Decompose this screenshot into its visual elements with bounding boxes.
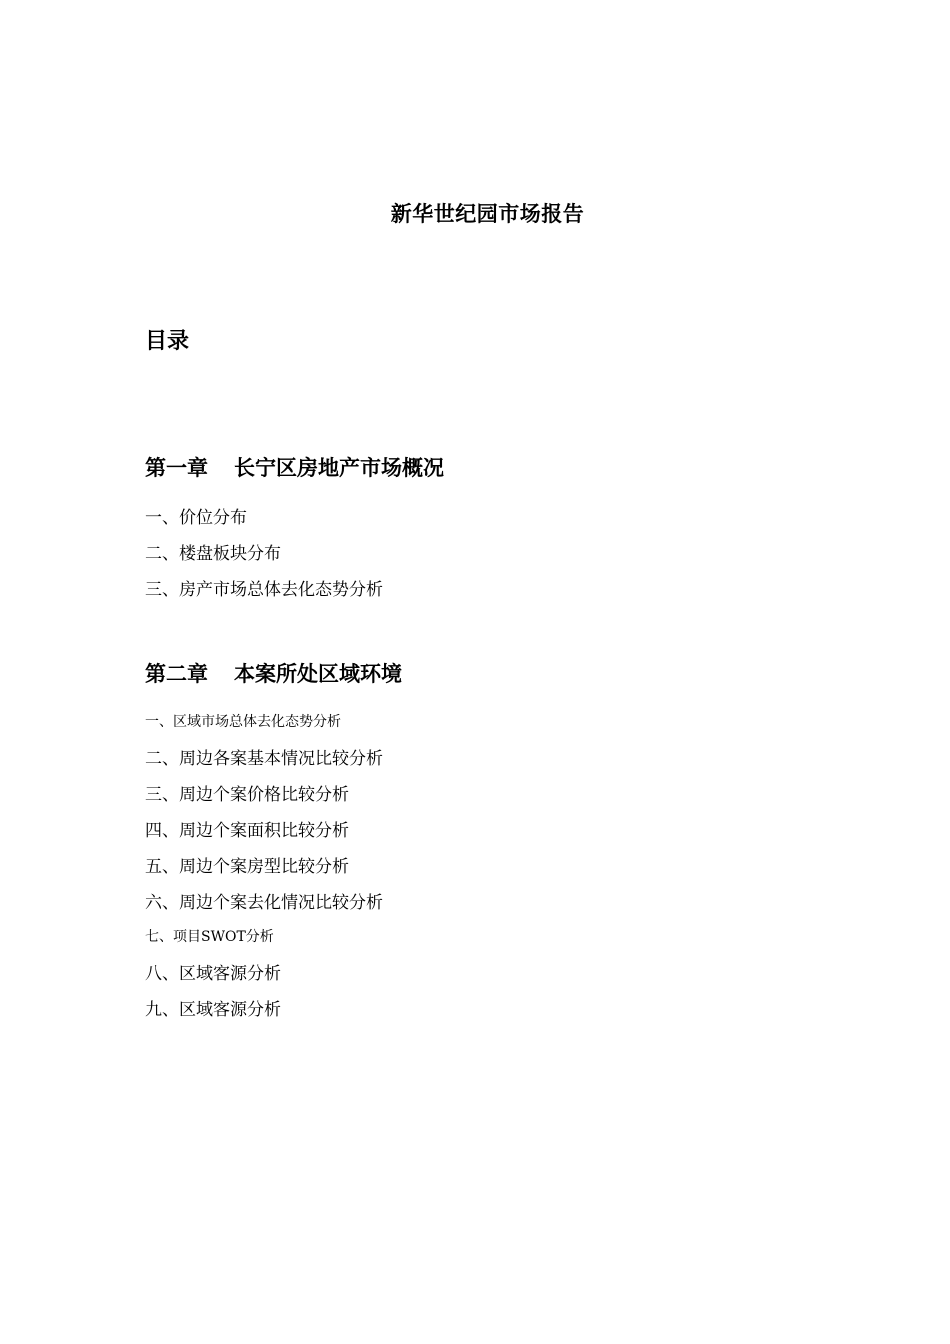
toc-item: 二、楼盘板块分布 <box>145 544 281 564</box>
chapter-1-title: 长宁区房地产市场概况 <box>234 455 444 480</box>
toc-item: 九、区域客源分析 <box>145 1000 281 1020</box>
toc-heading: 目录 <box>145 328 190 354</box>
toc-item: 一、价位分布 <box>145 508 247 528</box>
document-title: 新华世纪园市场报告 <box>390 201 585 226</box>
chapter-2-title: 本案所处区域环境 <box>234 661 402 686</box>
toc-item: 五、周边个案房型比较分析 <box>145 857 349 877</box>
chapter-1-heading <box>145 452 444 482</box>
toc-item: 一、区域市场总体去化态势分析 <box>145 714 341 730</box>
toc-item: 八、区域客源分析 <box>145 964 281 984</box>
toc-item: 三、周边个案价格比较分析 <box>145 785 349 805</box>
chapter-1-number: 第一章 <box>145 455 208 480</box>
chapter-2-item-list <box>145 706 383 1028</box>
toc-item: 三、房产市场总体去化态势分析 <box>145 580 383 600</box>
toc-item: 六、周边个案去化情况比较分析 <box>145 893 383 913</box>
chapter-2-heading <box>145 658 402 688</box>
toc-item: 四、周边个案面积比较分析 <box>145 821 349 841</box>
chapter-2-number: 第二章 <box>145 661 208 686</box>
toc-item: 七、项目SWOT分析 <box>145 929 274 945</box>
chapter-1-item-list <box>145 500 383 608</box>
toc-item: 二、周边各案基本情况比较分析 <box>145 749 383 769</box>
